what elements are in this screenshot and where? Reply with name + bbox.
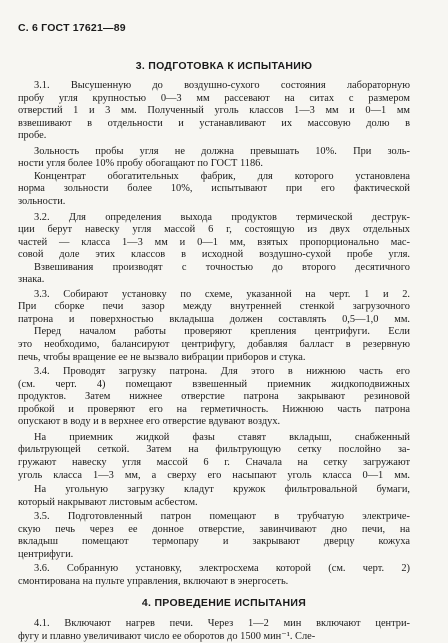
text-line: 4.1. Включают нагрев печи. Через 1—2 мин включают центри-	[34, 618, 410, 630]
text-line: 3.2. Для определения выхода продуктов термической деструк-	[34, 211, 410, 223]
text-line: фильтрующей сеткой. Затем на фильтрующую сетку послойно за-	[18, 444, 410, 456]
text-line: Взвешивания производят с точностью до второго десятичного	[34, 261, 410, 273]
text-line: патрона и поверхностью вкладыша должен составлять 0,5—1,0 мм.	[18, 313, 410, 325]
text-line: который накрывают листовым асбестом.	[18, 496, 198, 508]
text-line: 3.3. Собирают установку по схеме, указанной на черт. 1 и 2.	[34, 288, 410, 300]
text-line: пробкой и проверяют его на герметичность. Нижнюю часть патрона	[18, 403, 410, 415]
text-line: зольности.	[18, 195, 66, 207]
text-line: это необходимо, балансируют центрифугу, добавляя балласт в резервную	[18, 339, 410, 350]
text-line: норма зольности более 10%, испытывают при его фактической	[18, 183, 410, 195]
text-line: совой доле этих классов в исходной воздушно-сухой пробе угля.	[18, 249, 410, 261]
text-line: отверстий 1 и 3 мм. Полученный уголь классов 1—3 мм и 0—1 мм	[18, 105, 410, 117]
text-line: продуктов. Затем нижнее отверстие патрона закрывают резиновой	[18, 391, 410, 403]
text-line: Зольность пробы угля не должна превышать 10%. При золь-	[34, 145, 410, 157]
text-line: частей — класса 1—3 мм и 0—1 мм, взятых пропорционально мас-	[18, 236, 410, 248]
text-line: гружают навеску угля массой 6 г. Сначала на сетку загружают	[18, 456, 410, 468]
text-line: 3.6. Собранную установку, электросхема которой (см. черт. 2)	[34, 563, 410, 575]
text-line: ности угля более 10% пробу обогащают по ГОСТ 1186.	[18, 158, 263, 170]
text-line: При сборке печи зазор между внутренней стенкой загрузочного	[18, 301, 410, 313]
text-line: знака.	[18, 274, 45, 286]
section-3-title: 3. ПОДГОТОВКА К ИСПЫТАНИЮ	[135, 60, 313, 72]
text-line: пробе.	[18, 130, 47, 142]
text-line: Перед началом работы проверяют крепления центрифуги. Если	[34, 326, 410, 338]
text-line: 3.5. Подготовленный патрон помещают в трубчатую электриче-	[34, 511, 410, 523]
text-line: печь, чтобы вращение ее не вызвало вибрации приборов и стука.	[18, 351, 306, 363]
text-line: смонтирована на пульте управления, включают в энергосеть.	[18, 575, 289, 587]
text-line: скую печь через ее донное отверстие, завинчивают дно печи, на	[18, 523, 410, 535]
text-line: На приемник жидкой фазы ставят вкладыш, снабженный	[34, 431, 410, 443]
text-line: вкладыш помещают термопару и закрывают дверцу кожуха	[18, 536, 410, 548]
text-line: 3.1. Высушенную до воздушно-сухого состояния лабораторную	[34, 80, 410, 91]
text-line: уголь класса 1—3 мм, а сверху его насыпают уголь класса 0—1 мм.	[18, 469, 410, 481]
text-line: пробу угля крупностью 0—3 мм рассевают на ситах с размером	[18, 92, 410, 104]
text-line: 3.4. Проводят загрузку патрона. Для этого в нижнюю часть его	[34, 366, 410, 378]
text-line: фугу и плавно увеличивают число ее оборотов до 1500 мин⁻¹. Сле-	[18, 631, 316, 642]
text-line: (см. черт. 4) помещают взвешенный приемник жидкоподвижных	[18, 378, 410, 390]
section-4-title: 4. ПРОВЕДЕНИЕ ИСПЫТАНИЯ	[141, 597, 307, 610]
text-line: ции берут навеску угля массой 6 г, состоящую из двух отдельных	[18, 224, 410, 236]
page-header: С. 6 ГОСТ 17621—89	[18, 22, 126, 34]
text-line: На угольную загрузку кладут кружок фильтровальной бумаги,	[34, 484, 410, 496]
text-line: центрифуги.	[18, 548, 74, 560]
text-line: взвешивают в отдельности и устанавливают их массовую долю в	[18, 117, 410, 129]
text-line: опускают в воду и в верхнее его отверстие вдувают воздух.	[18, 416, 281, 428]
text-line: Концентрат обогатительных фабрик, для которого установлена	[34, 170, 410, 182]
